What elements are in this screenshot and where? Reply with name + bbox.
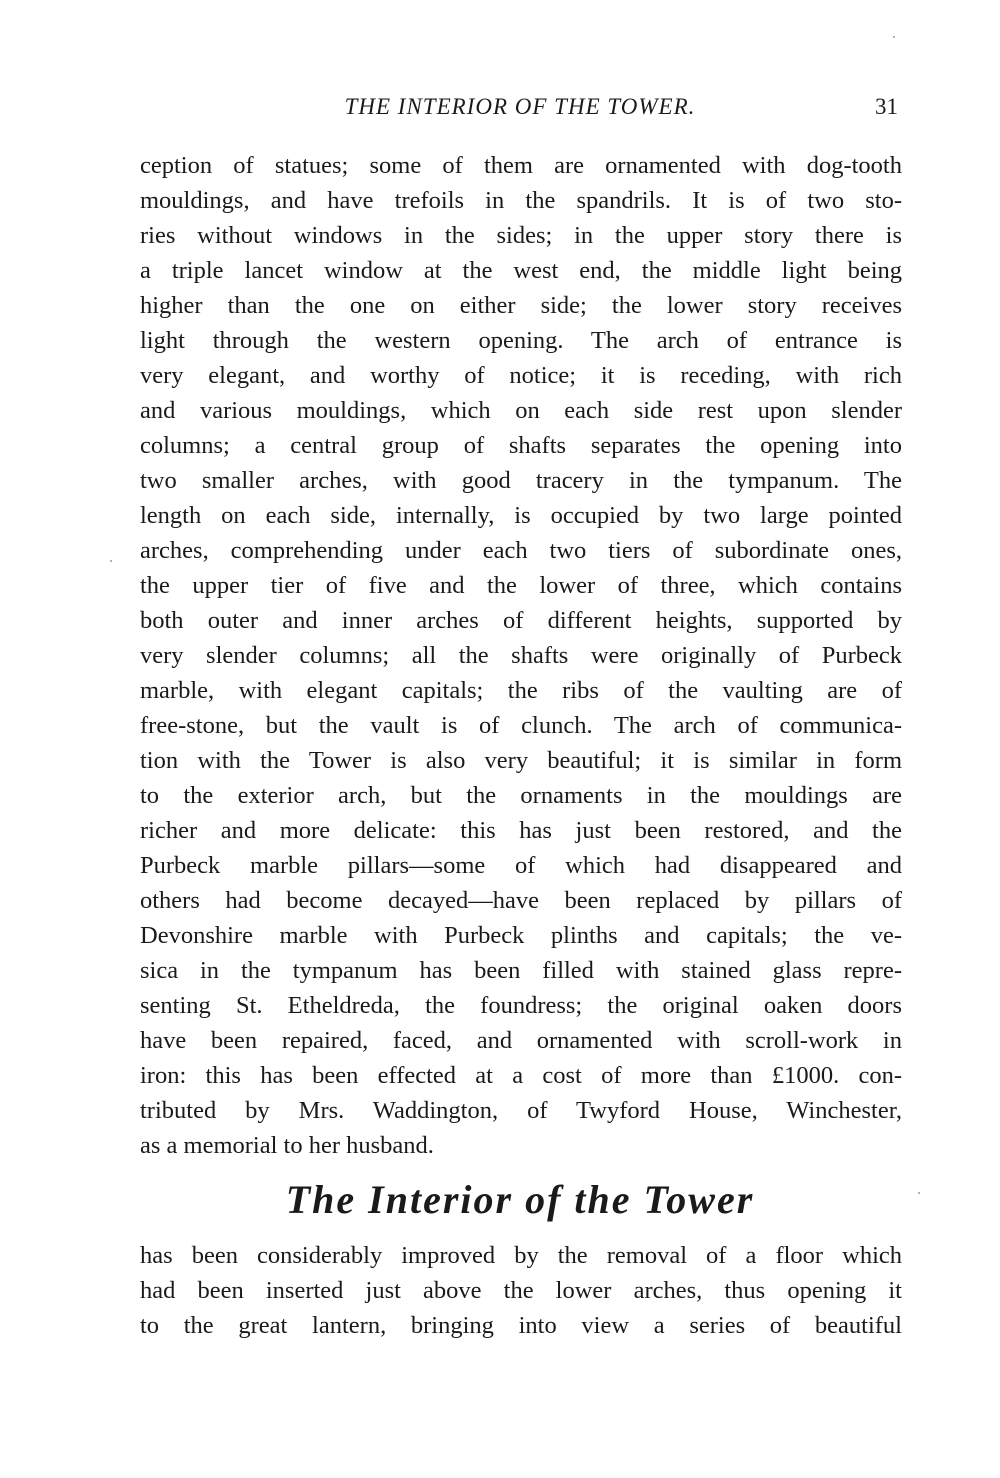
- text-line: richer and more delicate: this has just been restored, and the: [140, 817, 902, 844]
- page-speck: [918, 1192, 920, 1194]
- text-line: light through the western opening. The arch of entrance is: [140, 327, 902, 354]
- text-line: both outer and inner arches of different heights, supported by: [140, 607, 902, 634]
- text-line: a triple lancet window at the west end, the middle light being: [140, 257, 902, 284]
- text-line: Purbeck marble pillars—some of which had disappeared and: [140, 852, 902, 879]
- body-paragraph: [140, 148, 902, 1163]
- text-line: Devonshire marble with Purbeck plinths and capitals; the ve-: [140, 922, 902, 949]
- text-line: tributed by Mrs. Waddington, of Twyford House, Winchester,: [140, 1097, 902, 1124]
- text-line: has been considerably improved by the removal of a floor which: [140, 1242, 902, 1269]
- text-line: as a memorial to her husband.: [140, 1132, 434, 1159]
- text-line: length on each side, internally, is occupied by two large pointed: [140, 502, 902, 529]
- page-speck: [110, 560, 112, 562]
- text-line: the upper tier of five and the lower of three, which contains: [140, 572, 902, 599]
- running-head: [140, 94, 900, 128]
- text-line: ries without windows in the sides; in the upper story there is: [140, 222, 902, 249]
- text-line: sica in the tympanum has been filled with stained glass repre-: [140, 957, 902, 984]
- text-line: to the exterior arch, but the ornaments in the mouldings are: [140, 782, 902, 809]
- text-line: to the great lantern, bringing into view a series of beautiful: [140, 1312, 902, 1339]
- text-line: tion with the Tower is also very beautiful; it is similar in form: [140, 747, 902, 774]
- text-line: higher than the one on either side; the lower story receives: [140, 292, 902, 319]
- text-line: very elegant, and worthy of notice; it is receding, with rich: [140, 362, 902, 389]
- text-line: mouldings, and have trefoils in the spandrils. It is of two sto-: [140, 187, 902, 214]
- running-title: THE INTERIOR OF THE TOWER.: [344, 94, 696, 119]
- text-line: two smaller arches, with good tracery in the tympanum. The: [140, 467, 902, 494]
- text-line: very slender columns; all the shafts were originally of Purbeck: [140, 642, 902, 669]
- text-line: free-stone, but the vault is of clunch. The arch of communica-: [140, 712, 902, 739]
- page-speck: [893, 36, 895, 38]
- section-paragraph: [140, 1238, 902, 1343]
- text-line: columns; a central group of shafts separates the opening into: [140, 432, 902, 459]
- text-line: have been repaired, faced, and ornamented with scroll-work in: [140, 1027, 902, 1054]
- text-line: arches, comprehending under each two tiers of subordinate ones,: [140, 537, 902, 564]
- text-line: had been inserted just above the lower arches, thus opening it: [140, 1277, 902, 1304]
- page-number: 31: [875, 94, 898, 119]
- text-line: iron: this has been effected at a cost of more than £1000. con-: [140, 1062, 902, 1089]
- text-line: ception of statues; some of them are ornamented with dog-tooth: [140, 152, 902, 179]
- section-heading: The Interior of the Tower: [285, 1177, 755, 1222]
- text-line: and various mouldings, which on each side rest upon slender: [140, 397, 902, 424]
- text-line: marble, with elegant capitals; the ribs of the vaulting are of: [140, 677, 902, 704]
- text-line: others had become decayed—have been replaced by pillars of: [140, 887, 902, 914]
- text-line: senting St. Etheldreda, the foundress; the original oaken doors: [140, 992, 902, 1019]
